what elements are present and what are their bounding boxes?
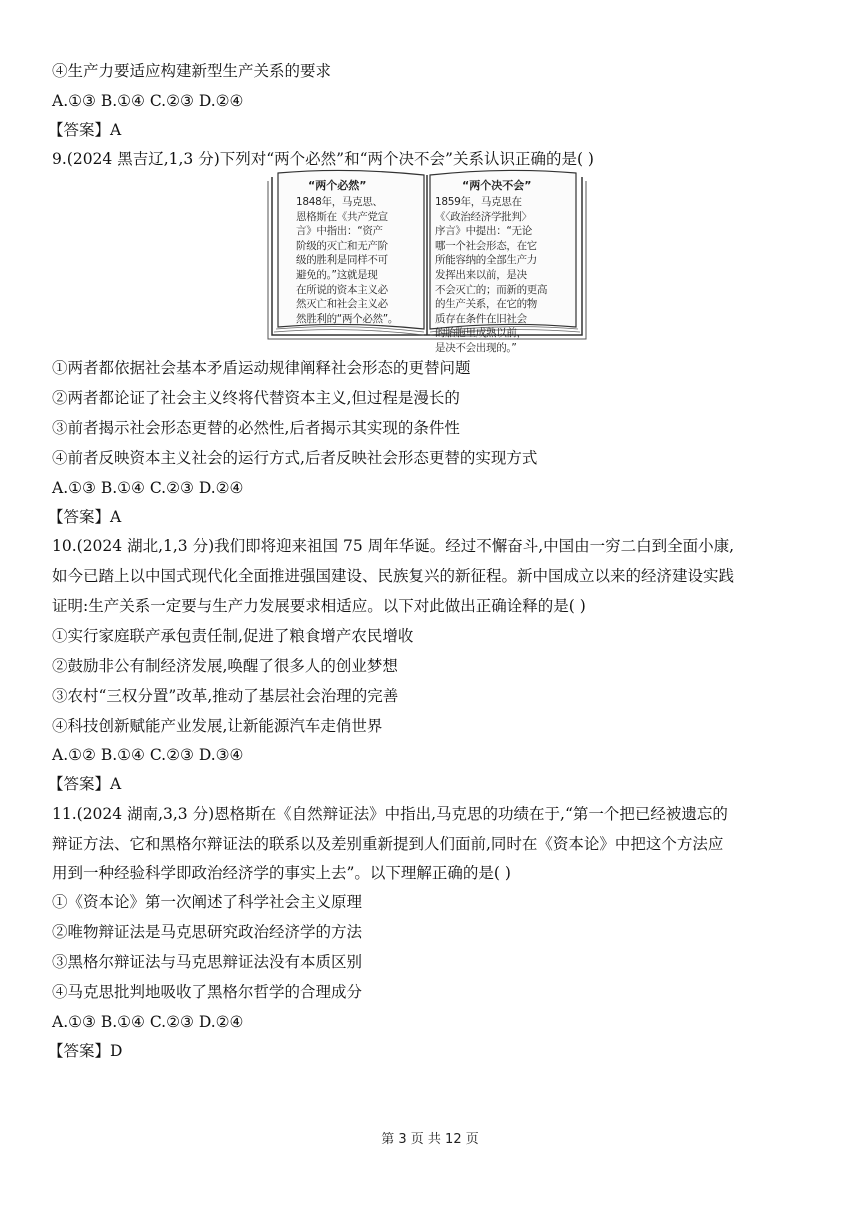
left-page-text: 1848年，马克思、 恩格斯在《共产党宣 言》中指出：“资产 阶级的灭亡和无产阶 级的胜利是同样不可 避免的。”这就是现 在所说的资本主义必 然灭亡和社会主义必 然胜利的“两个必然”。 <box>296 196 399 325</box>
line-5: ①两者都依据社会基本矛盾运动规律阐释社会形态的更替问题 <box>52 359 471 377</box>
line-9: A.①③ B.①④ C.②③ D.②④ <box>52 479 244 497</box>
line-18: A.①② B.①④ C.②③ D.③④ <box>52 746 244 764</box>
line-6: ②两者都论证了社会主义终将代替资本主义,但过程是漫长的 <box>52 389 460 407</box>
question-10-line-2: 如今已踏上以中国式现代化全面推进强国建设、民族复兴的新征程。新中国成立以来的经济建设实践 <box>52 567 735 585</box>
answer-8: 【答案】A <box>48 121 122 139</box>
line-7: ③前者揭示社会形态更替的必然性,后者揭示其实现的条件性 <box>52 419 460 437</box>
answer-11: 【答案】D <box>48 1042 123 1060</box>
line-15: ②鼓励非公有制经济发展,唤醒了很多人的创业梦想 <box>52 657 398 675</box>
question-11-line-3: 用到一种经验科学即政治经济学的事实上去”。以下理解正确的是( ) <box>52 864 511 882</box>
question-11-line-1: 11.(2024 湖南,3,3 分)恩格斯在《自然辩证法》中指出,马克思的功绩在于,“第一个把已经被遗忘的 <box>52 805 728 823</box>
line-14: ①实行家庭联产承包责任制,促进了粮食增产农民增收 <box>52 627 414 645</box>
question-10-line-1: 10.(2024 湖北,1,3 分)我们即将迎来祖国 75 周年华诞。经过不懈奋斗,中国由一穷二白到全面小康, <box>52 537 735 555</box>
right-page-text: 1859年，马克思在 《〈政治经济学批判〉 序言》中提出：“无论 哪一个社会形态，在它 所能容纳的全部生产力 发挥出来以前，是决 不会灭亡的；而新的更高 的生产关系，在它的物 质存在条件在旧社会 的胎胞里成熟以前， 是决不会出现的。” <box>435 196 548 354</box>
line-16: ③农村“三权分置”改革,推动了基层社会治理的完善 <box>52 687 399 705</box>
line-27: A.①③ B.①④ C.②③ D.②④ <box>52 1013 244 1031</box>
line-8: ④前者反映资本主义社会的运行方式,后者反映社会形态更替的实现方式 <box>52 449 538 467</box>
answer-10: 【答案】A <box>48 775 122 793</box>
question-10-line-3: 证明:生产关系一定要与生产力发展要求相适应。以下对此做出正确诠释的是( ) <box>52 597 586 615</box>
left-page-title: “两个必然” <box>308 179 367 192</box>
line-17: ④科技创新赋能产业发展,让新能源汽车走俏世界 <box>52 717 383 735</box>
book-figure <box>266 167 588 354</box>
answer-9: 【答案】A <box>48 508 122 526</box>
line-2: A.①③ B.①④ C.②③ D.②④ <box>52 92 244 110</box>
right-page-title: “两个决不会” <box>462 179 532 192</box>
question-11-line-2: 辩证方法、它和黑格尔辩证法的联系以及差别重新提到人们面前,同时在《资本论》中把这个方法应 <box>52 835 724 853</box>
line-26: ④马克思批判地吸收了黑格尔哲学的合理成分 <box>52 983 363 1001</box>
page-footer: 第 3 页 共 12 页 <box>381 1132 479 1147</box>
line-23: ①《资本论》第一次阐述了科学社会主义原理 <box>52 893 363 911</box>
line-25: ③黑格尔辩证法与马克思辩证法没有本质区别 <box>52 953 363 971</box>
line-24: ②唯物辩证法是马克思研究政治经济学的方法 <box>52 923 363 941</box>
question-9: 9.(2024 黑吉辽,1,3 分)下列对“两个必然”和“两个决不会”关系认识正确的是( ) <box>52 150 594 168</box>
line-1: ④生产力要适应构建新型生产关系的要求 <box>52 62 332 80</box>
